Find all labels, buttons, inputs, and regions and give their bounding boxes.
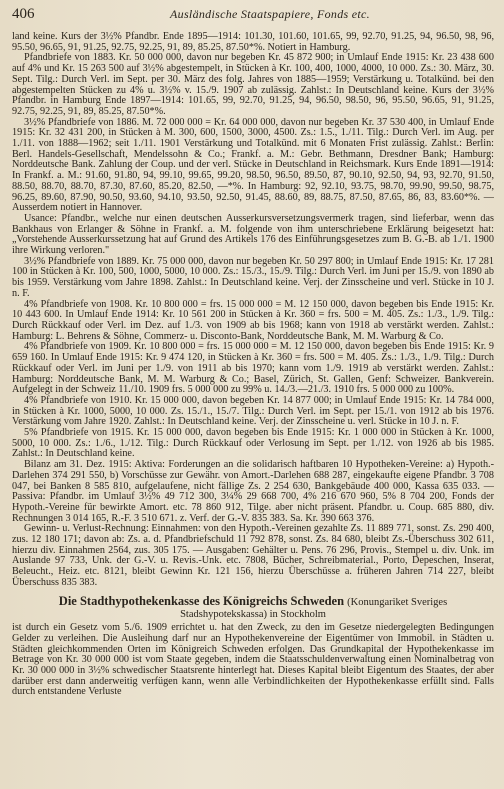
paragraph: 4% Pfandbriefe von 1910. Kr. 15 000 000, davon begeben Kr. 14 877 000; in Umlauf Ende 1915: Kr. 14 784 000, in Stücken à Kr. 1000, 5000, 10 000. Zs. 15./1., 15./7. Tilg.: Durch Verl. im Sept. per 15./1. von 1912 ab bis 1976. Verstärkung vom Jahre 1920. Zahlst.: In Deutschland keine. Verj. der Zinsscheine u. verl. Stücke in 10 J. n. F. [12, 394, 494, 428]
section-paragraph: ist durch ein Gesetz vom 5./6. 1909 errichtet u. hat den Zweck, zu den im Gesetze niedergelegten Bedingungen Gelder zu verleihen. Die Ausleihung darf nur an Hypothekenvereine der Eigentümer von Immobil. in Städten u. Städten gleichkommenden Orten im Königreich Schweden erfolgen. Das Grundkapital der Hypothekenkasse im Betrage von Kr. 30 000 000 ist vom Staate gegeben, indem die Staatsschuldenverwaltung einen Nominalbetrag von Kr. 30 000 000 in 3½% schwedischer Staatsrente hinterlegt hat. Dieses Kapital bleibt Eigentum des Staates, der aber darüber erst dann anderweitig verfügen kann, wenn alle Verbindlichkeiten der Hypothekenkasse erfüllt sind. Falls durch entstandene Verluste [12, 622, 494, 698]
paragraph: land keine. Kurs der 3½% Pfandbr. Ende 1895—1914: 101.30, 101.60, 101.65, 99, 92.70, 91.25, 94, 96.50, 98, 96, 95.50, 96.65, 91, 91.25, 92.75, 92.25, 91, 89, 85.25, 87.50*%. Notiert in Hamburg. [12, 31, 494, 53]
paragraph: Usance: Pfandbr., welche nur einen deutschen Ausserkursversetzungsvermerk tragen, sind lieferbar, wenn das Bankhaus von Erlanger & Söhne in Frankf. a. M. folgende von ihm unterschriebene Erklärung beigesetzt hat: „Vorstehende Ausserkurssetzung hat auf Grund des Artikels 176 des Einführungsgesetzes zum B. G.-B. ab 1./1. 1900 ihre Wirkung verloren." [12, 212, 494, 257]
body-text [12, 32, 494, 698]
running-head: Ausländische Staatspapiere, Fonds etc. [170, 7, 370, 21]
paragraph: Pfandbriefe von 1883. Kr. 50 000 000, davon nur begeben Kr. 45 872 900; in Umlauf Ende 1915: Kr. 23 438 600 auf 4% und Kr. 15 263 500 auf 3½% abgestempelt, in Stücken à Kr. 100, 400, 1000, 4000, 10 000. Zs.: 30. März, 30. Sept. Tilg.: Durch Verl. im Sept. per 30. März des folg. Jahres von 1885—1959; Verstärkung u. Totalkünd. bei den abgestempelten Stücken zu 4% u. 3½% v. 15./9. 1907 ab zulässig. Zahlst.: In Deutschland keine. Kurs der 3½% Pfandbr. in Hamburg Ende 1897—1914: 101.65, 99, 92.70, 91.25, 94, 96.50, 98.50, 96, 95.50, 96.65, 91, 91.25, 92.75, 92.25, 91, 89, 85.25, 87.50*%. [12, 52, 494, 117]
paragraph: 3½% Pfandbriefe von 1889. Kr. 75 000 000, davon nur begeben Kr. 50 297 800; in Umlauf Ende 1915: Kr. 17 281 100 in Stücken à Kr. 100, 500, 1000, 5000, 10 000. Zs.: 15./3., 15./9. Tilg.: Durch Verl. im Juni per 15./9. von 1890 ab bis 1959. Verstärkung vom Jahre 1898. Zahlst.: In Deutschland keine. Verj. der Zinsscheine und verl. Stücke in 10 J. n. F. [12, 255, 494, 299]
paragraph: Gewinn- u. Verlust-Rechnung: Einnahmen: von den Hypoth.-Vereinen gezahlte Zs. 11 889 771, sonst. Zs. 290 400, zus. 12 180 171; davon ab: Zs. a. d. Pfandbriefschuld 11 792 878, sonst. Zs. 84 680, bleibt Zs.-Überschuss 302 611, hierzu div. Einnahmen 2564, zus. 305 175. — Ausgaben: Gehälter u. Pens. 76 296, Provis., Stempel u. div. Unk. im Auslande 97 733, Unk. der G.-V. u. Revis.-Unk. etc. 7808, Bücher, Schreibmaterial., Porto, Depeschen, Inserat, Beleucht., Heiz. etc. 8121, bleibt Gewinn Kr. 121 156, hierzu Überschüsse a. früheren Jahren 714 227, bleibt Überschuss 835 383. [12, 523, 494, 588]
page-header [12, 6, 494, 32]
page-number: 406 [12, 6, 35, 22]
section-subtitle: Stadshypotekskassa) in Stockholm [180, 608, 326, 620]
section-title [12, 595, 494, 609]
section-title-tail: (Konungariket Sveriges [347, 596, 448, 608]
paragraph: Bilanz am 31. Dez. 1915: Aktiva: Forderungen an die solidarisch haftbaren 10 Hypotheken-Vereine: a) Hypoth.-Darlehen 374 291 550, b) Vorschüsse zur Gewähr. von Amort.-Darlehen 688 287, eingekaufte eigene Pfandbr. 3 708 047, bei Banken 8 585 810, aufgelaufene, nicht fällige Zs. 2 254 630, Bankgebäude 400 000, Kassa 635 033. — Passiva: Pfandbr. im Umlauf 3½% 49 712 300, 3¼% 29 668 700, 4% 216 670 960, 5% 8 704 200, Fonds der Hypoth.-Vereine für bewirkte Amort. etc. 78 860 912, Tilge. aber nicht präsent. Pfandbr. u. Coup. 685 880, div. Rechnungen 3 014 165, R.-F. 3 510 671. z. Verf. der G.-V. 835 383. Sa. Kr. 390 663 376. [12, 459, 494, 524]
paragraph: 4% Pfandbriefe von 1909. Kr. 10 800 000 = frs. 15 000 000 = M. 12 150 000, davon begeben bis Ende 1915: Kr. 9 659 160. In Umlauf Ende 1915: Kr. 9 474 120, in Stücken à Kr. 360 = frs. 500 = M. 405. Zs.: 1./3., 1./9. Tilg.: Durch Rückkauf oder Verl. im Juni per 1./9. von 1911 ab bis 1970; kann vom 1./9. 1919 ab verstärkt werden. Zahlst.: Hamburg: Norddeutsche Bank, M. M. Warburg & Co.; Basel, Zürich, St. Gallen, Genf: Schweizer. Bankverein. Aufgelegt in der Schweiz 11./10. 1909 frs. 5 000 000 zu 99% u. 14./3.—21./3. 1910 frs. 5 000 000 zu 100%. [12, 341, 494, 396]
paragraph: 3½% Pfandbriefe von 1886. M. 72 000 000 = Kr. 64 000 000, davon nur begeben Kr. 37 530 400, in Umlauf Ende 1915: Kr. 32 431 200, in Stücken à M. 300, 600, 1500, 3000, 4500. Zs.: 1.5., 1./11. Tilg.: Durch Verl. im Aug. per 1./11. von 1888—1962; seit 1./11. 1901 Verstärkung und Totalkünd. mit 6 Monaten Frist zulässig. Zahlst.: Berlin: Berl. Handels-Gesellschaft, Mendelssohn & Co.; Frankf. a. M.: Gebr. Bethmann, Dresdner Bank; Hamburg: Norddeutsche Bank. Zahlung der Coup. und der verl. Stücke in Deutschland in Reichsmark. Kurs Ende 1891—1914: In Frankf. a. M.: 91.60, 91.80, 94, 99.10, 99.65, 99.20, 98.50, 96.50, 89.50, 87, 90.10, 92.50, 94, 93, 92.70, 91.50, 88.50, 88.70, 88.70, 87.30, 87.60, 85.20, 82.50, —*%. In Hamburg: 92, 92.10, 93.75, 98.70, 99.90, 99.50, 98.75, 96.25, 89.60, 87.90, 90.50, 93.60, 94.10, 93.50, 92.50, 91.45, 88.60, 89, 88.75, 87.50, 87.65, 86, 83, 83.60*%. — Ausserdem notiert in Hannover. [12, 116, 494, 214]
section-title-main: Die Stadthypothekenkasse des Königreichs Schweden [58, 593, 345, 608]
paragraph: 5% Pfandbriefe von 1915. Kr. 15 000 000, davon begeben bis Ende 1915: Kr. 1 000 000 in Stücken à Kr. 1000, 5000, 10 000. Zs.: 1./6., 1./12. Tilg.: Durch Rückkauf oder Verlosung im Sept. per 1./12. von 1926 ab bis 1985. Zahlst.: In Deutschland keine. [12, 427, 494, 460]
paragraph: 4% Pfandbriefe von 1908. Kr. 10 800 000 = frs. 15 000 000 = M. 12 150 000, davon begeben bis Ende 1915: Kr. 10 443 600. In Umlauf Ende 1914: Kr. 10 561 200 in Stücken à Kr. 360 = frs. 500 = M. 405. Zs.: 1./3., 1./9. Tilg.: Durch Rückkauf oder Verl. im Dez. auf 1./3. von 1909 ab bis 1968; kann von 1918 ab verstärkt werden. Zahlst.: Hamburg: L. Behrens & Söhne, Commerz- u. Disconto-Bank, Norddeutsche Bank, M. M. Warburg & Co. [12, 298, 494, 342]
